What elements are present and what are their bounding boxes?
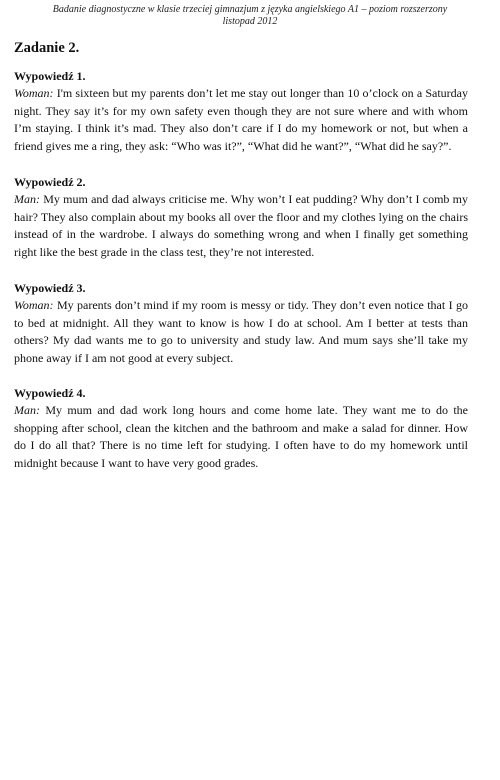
statement-4-body — [14, 402, 468, 472]
statement-2-title: Wypowiedź 2. — [14, 175, 86, 189]
page-header — [0, 4, 500, 28]
statement-3-speaker: Woman: — [14, 298, 54, 312]
statement-2-speaker: Man: — [14, 192, 40, 206]
statement-1 — [14, 69, 468, 155]
statement-4-speaker: Man: — [14, 403, 40, 417]
statement-4-title: Wypowiedź 4. — [14, 386, 86, 400]
statement-3 — [14, 281, 468, 367]
statement-1-body — [14, 85, 468, 155]
header-exam-title: Badanie diagnostyczne w klasie trzeciej gimnazjum z języka angielskiego A1 – poziom rozszerzony — [52, 4, 448, 15]
statement-2-text: My mum and dad always criticise me. Why won’t I eat pudding? Why don’t I comb my hair? They also complain about my books all over the floor and my clothes lying on the chairs instead of in the wardrobe. I always do something wrong and when I finally get something right like the best grade in the class test, they’re not interested. — [14, 192, 468, 259]
statement-3-title: Wypowiedź 3. — [14, 281, 86, 295]
statement-4-text: My mum and dad work long hours and come home late. They want me to do the shopping after school, clean the kitchen and the bathroom and make a salad for dinner. How do I do all that? There is no time left for studying. I often have to do my homework until midnight because I want to have very good grades. — [14, 403, 468, 470]
statement-3-text: My parents don’t mind if my room is messy or tidy. They don’t even notice that I go to bed at midnight. All they want to know is how I do at school. Am I better at tests than others? My dad wants me to go to university and study law. And mum says she’ll take my phone away if I am not good at every subject. — [14, 298, 468, 365]
header-date: listopad 2012 — [222, 16, 278, 27]
statement-3-body — [14, 297, 468, 367]
task-title: Zadanie 2. — [14, 40, 80, 56]
statement-2 — [14, 175, 468, 261]
statement-1-title: Wypowiedź 1. — [14, 69, 86, 83]
statement-1-text: I'm sixteen but my parents don’t let me stay out longer than 10 o’clock on a Saturday night. They say it’s for my own safety even though they are not sure where and with whom I’m staying. I think it’s mad. They also don’t care if I do my homework or not, but when a friend gives me a ring, they ask: “Who was it?”, “What did he want?”, “What did he say?”. — [14, 86, 468, 153]
statement-4 — [14, 386, 468, 472]
statement-2-body — [14, 191, 468, 261]
statement-1-speaker: Woman: — [14, 86, 54, 100]
